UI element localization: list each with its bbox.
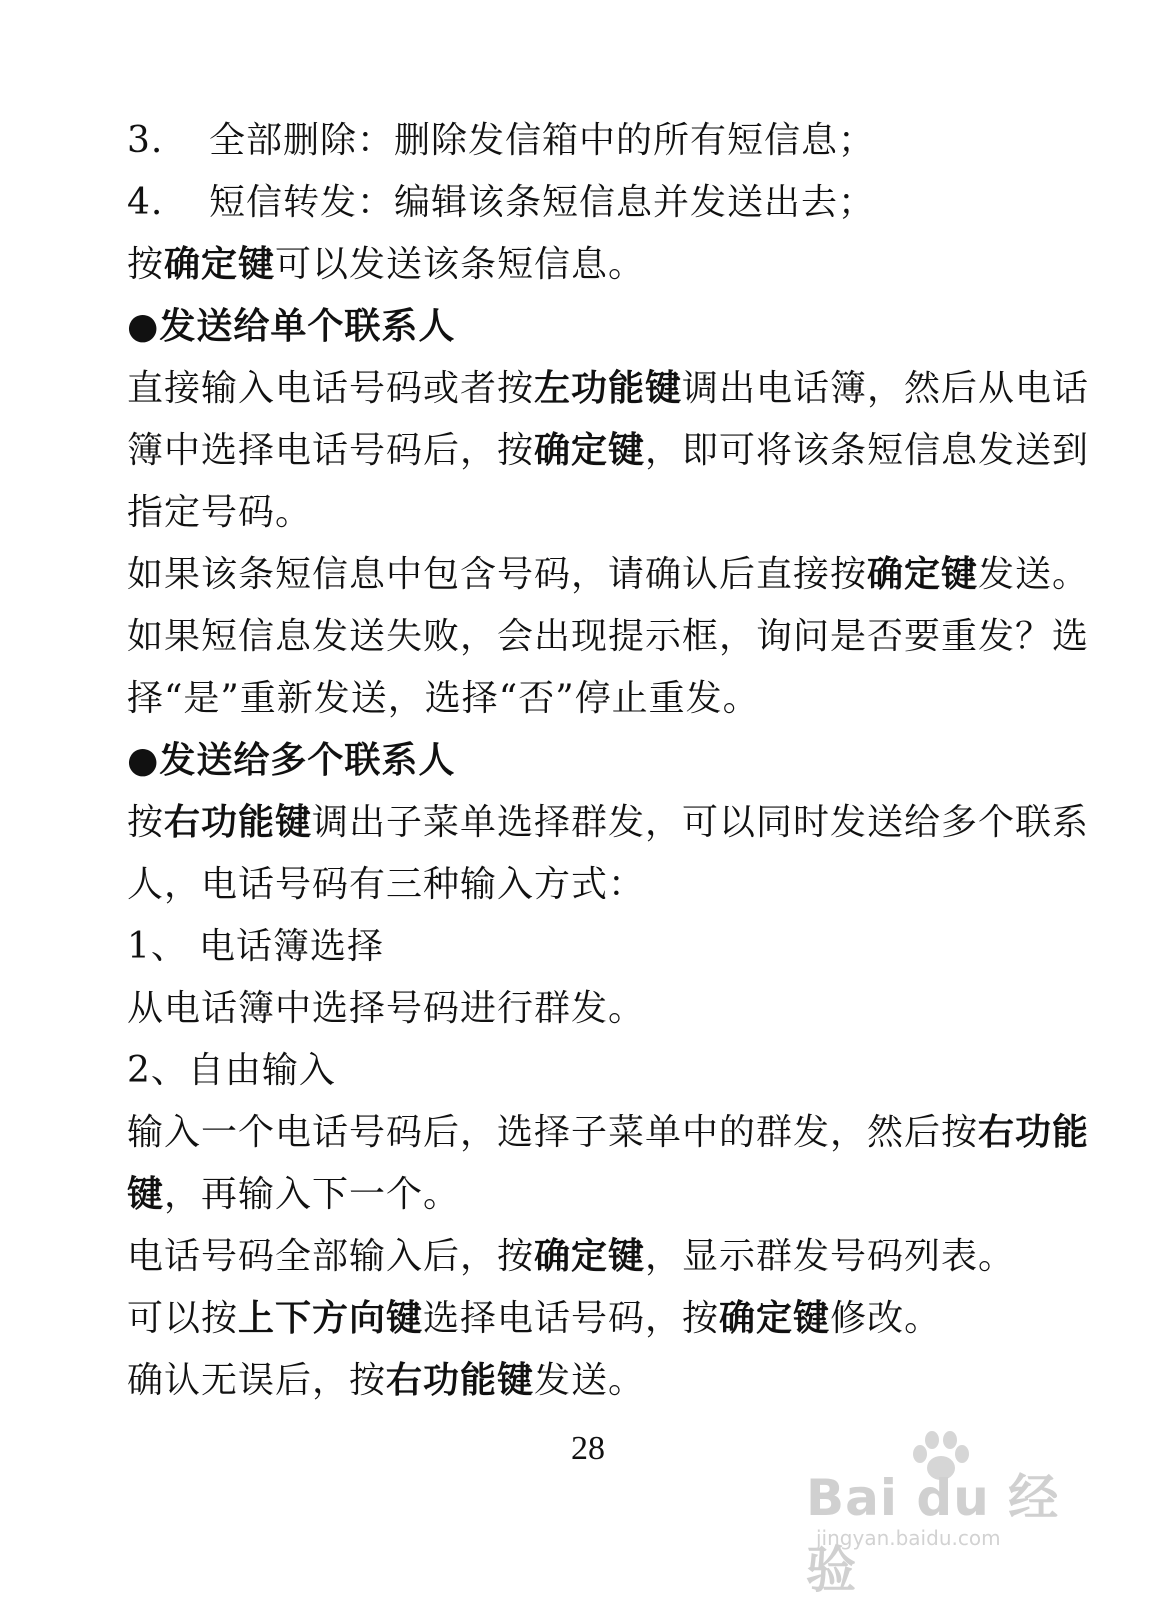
text-run: ，再输入下一个。 xyxy=(164,1174,461,1215)
key-name-bold: 确定键 xyxy=(534,1236,646,1277)
key-name-bold: 左功能键 xyxy=(534,368,683,409)
text-run: 人，电话号码有三种输入方式： xyxy=(127,864,646,905)
page-number: 28 xyxy=(571,1430,605,1467)
text-run: 确认无误后，按 xyxy=(127,1360,387,1401)
text-run: 发送。 xyxy=(534,1360,646,1401)
text-run: 电话号码全部输入后，按 xyxy=(127,1236,535,1277)
section-heading: ●发送给单个联系人 xyxy=(127,306,456,347)
key-name-bold: 键 xyxy=(127,1174,165,1215)
text-run: 直接输入电话号码或者按 xyxy=(127,368,535,409)
text-run: 指定号码。 xyxy=(127,492,313,533)
baidu-jingyan-watermark xyxy=(806,1428,1076,1599)
paragraph-line xyxy=(127,792,1090,854)
key-name-bold: 确定键 xyxy=(867,554,979,595)
text-run: 可以发送该条短信息。 xyxy=(275,244,646,285)
item-text: 短信转发：编辑该条短信息并发送出去； xyxy=(209,182,876,223)
key-name-bold: 上下方向键 xyxy=(238,1298,424,1339)
item-text: 全部删除：删除发信箱中的所有短信息； xyxy=(209,120,876,161)
key-name-bold: 右功能 xyxy=(978,1112,1090,1153)
text-run: 发送。 xyxy=(978,554,1090,595)
text-run: 可以按 xyxy=(127,1298,239,1339)
text-run: 如果该条短信息中包含号码，请确认后直接按 xyxy=(127,554,868,595)
numbered-item xyxy=(127,110,1077,172)
key-name-bold: 确定键 xyxy=(164,244,276,285)
item-number: 3. xyxy=(127,120,164,161)
paragraph-line xyxy=(127,1164,1077,1226)
item-number: 4. xyxy=(127,182,164,223)
text-run: ，即可将该条短信息发送到 xyxy=(645,430,1090,471)
paragraph-line xyxy=(127,482,1077,544)
watermark-logo-text: Bai du 经验 xyxy=(806,1469,1060,1599)
paragraph-line xyxy=(127,1102,1090,1164)
text-run: ，显示群发号码列表。 xyxy=(645,1236,1016,1277)
text-run: 修改。 xyxy=(830,1298,942,1339)
text-run: 从电话簿中选择号码进行群发。 xyxy=(127,988,646,1029)
text-run: 调出子菜单选择群发，可以同时发送给多个联系 xyxy=(312,802,1090,843)
paragraph-line xyxy=(127,854,1077,916)
paragraph-line xyxy=(127,544,1090,606)
key-name-bold: 确定键 xyxy=(719,1298,831,1339)
text-run: 2、自由输入 xyxy=(127,1050,336,1091)
key-name-bold: 确定键 xyxy=(534,430,646,471)
text-run: 簿中选择电话号码后，按 xyxy=(127,430,535,471)
numbered-item xyxy=(127,172,1077,234)
paragraph-line xyxy=(127,668,1077,730)
paragraph-line xyxy=(127,1288,1077,1350)
document-body xyxy=(127,110,1090,1412)
paragraph-line xyxy=(127,234,1077,296)
text-run: 按 xyxy=(127,244,165,285)
text-run: 择“是”重新发送，选择“否”停止重发。 xyxy=(127,678,760,719)
text-run: 调出电话簿，然后从电话 xyxy=(682,368,1090,409)
watermark-url: jingyan.baidu.com xyxy=(816,1526,1001,1550)
paragraph-line xyxy=(127,420,1090,482)
section-heading: ●发送给多个联系人 xyxy=(127,740,456,781)
item-text: 电话簿选择 xyxy=(199,926,385,967)
text-run: 按 xyxy=(127,802,165,843)
text-run: 如果短信息发送失败，会出现提示框，询问是否要重发？选 xyxy=(127,616,1090,657)
paragraph-line xyxy=(127,1040,1077,1102)
paragraph-line xyxy=(127,1226,1077,1288)
paragraph-line xyxy=(127,358,1090,420)
numbered-item xyxy=(127,916,1077,978)
key-name-bold: 右功能键 xyxy=(386,1360,535,1401)
paragraph-line xyxy=(127,606,1090,668)
item-number: 1、 xyxy=(127,926,188,967)
text-run: 输入一个电话号码后，选择子菜单中的群发，然后按 xyxy=(127,1112,979,1153)
paragraph-line xyxy=(127,1350,1077,1412)
text-run: 选择电话号码，按 xyxy=(423,1298,720,1339)
paragraph-line xyxy=(127,978,1077,1040)
key-name-bold: 右功能键 xyxy=(164,802,313,843)
